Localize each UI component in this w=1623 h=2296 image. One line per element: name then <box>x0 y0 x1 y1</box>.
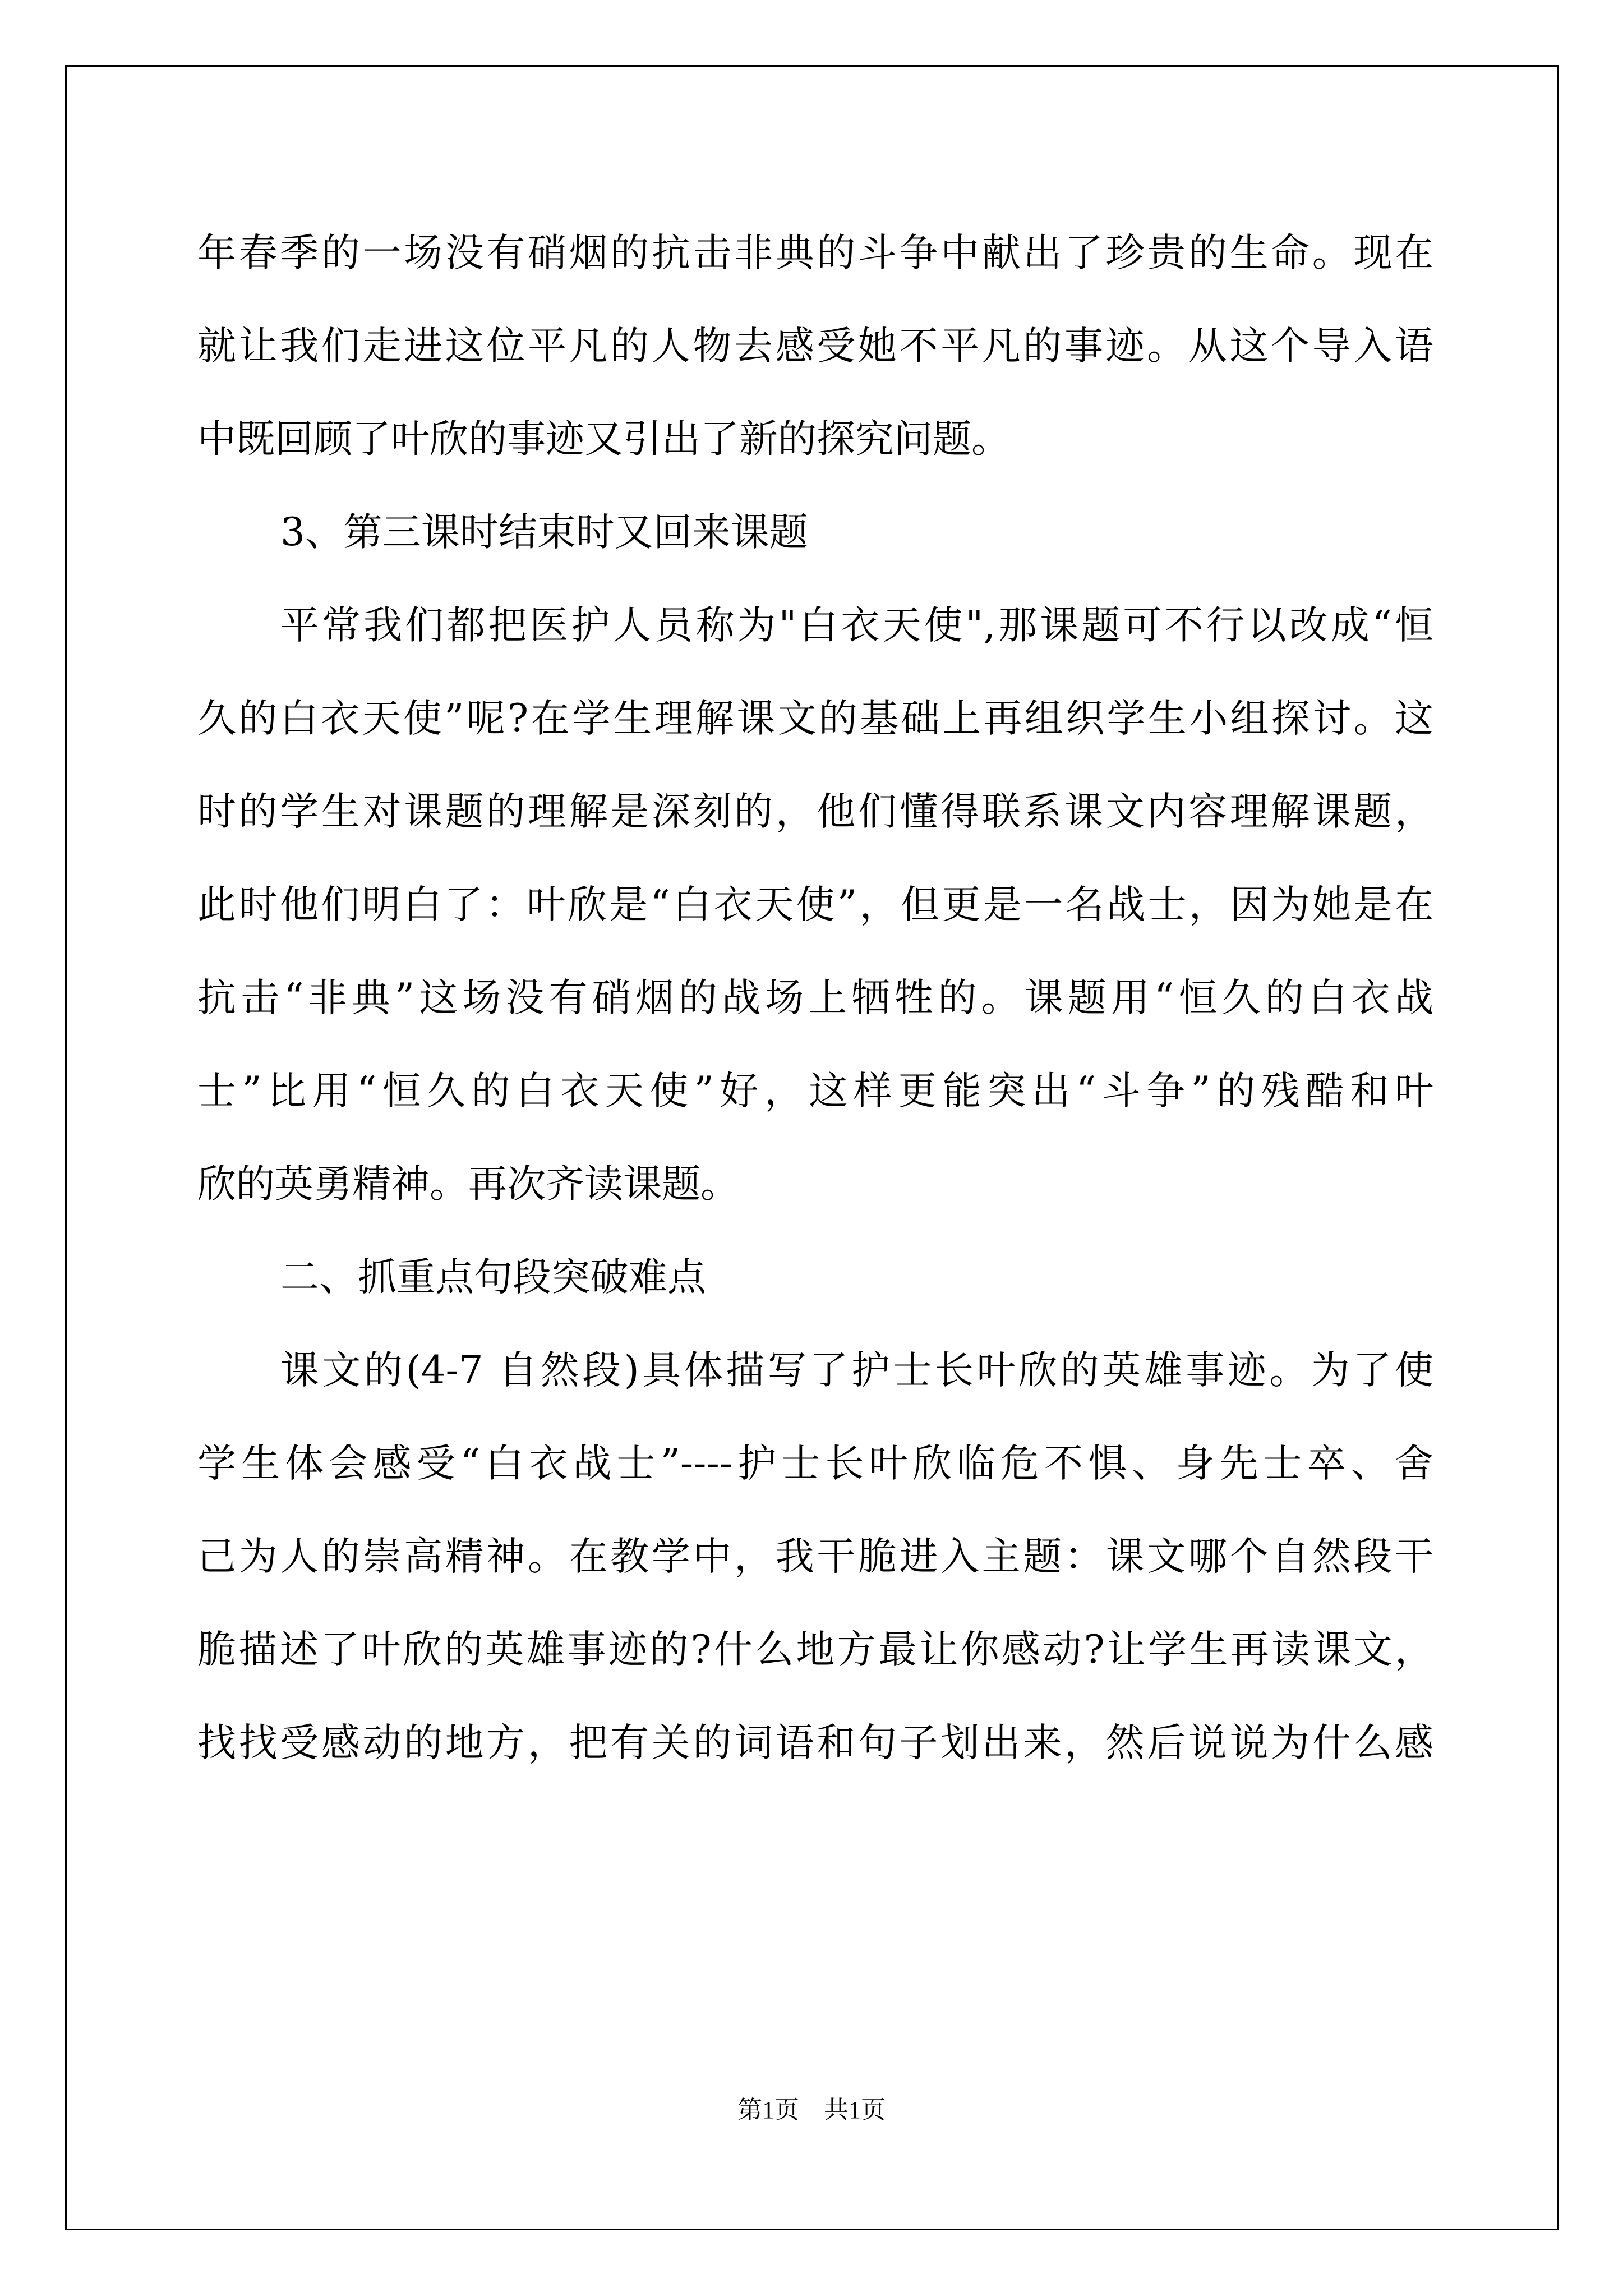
text-line: 欣的英勇精神。再次齐读课题。 <box>197 1162 739 1207</box>
text-line: 就让我们走进这位平凡的人物去感受她不平凡的事迹。从这个导入语 <box>197 324 1433 369</box>
text-line: 时的学生对课题的理解是深刻的，他们懂得联系课文内容理解课题， <box>197 789 1433 834</box>
paragraph-first-line: 课文的(4-7 自然段)具体描写了护士长叶欣的英雄事迹。为了使 <box>280 1348 1433 1393</box>
text-line: 此时他们明白了：叶欣是“白衣天使”，但更是一名战士，因为她是在 <box>197 882 1433 927</box>
text-line: 士”比用“恒久的白衣天使”好，这样更能突出“斗争”的残酷和叶 <box>197 1069 1433 1114</box>
text-line: 抗击“非典”这场没有硝烟的战场上牺牲的。课题用“恒久的白衣战 <box>197 976 1433 1020</box>
text-line: 己为人的崇高精神。在教学中，我干脆进入主题：课文哪个自然段干 <box>197 1534 1433 1579</box>
text-line: 年春季的一场没有硝烟的抗击非典的斗争中献出了珍贵的生命。现在 <box>197 231 1433 275</box>
text-line: 久的白衣天使”呢?在学生理解课文的基础上再组织学生小组探讨。这 <box>197 696 1433 741</box>
paragraph-first-line: 平常我们都把医护人员称为"白衣天使",那课题可不行以改成“恒 <box>280 603 1433 648</box>
text-line: 学生体会感受“白衣战士”----护士长叶欣临危不惧、身先士卒、舍 <box>197 1441 1433 1486</box>
text-line: 脆描述了叶欣的英雄事迹的?什么地方最让你感动?让学生再读课文， <box>197 1627 1433 1672</box>
page-footer: 第1页 共1页 <box>737 2096 886 2124</box>
text-line: 找找受感动的地方，把有关的词语和句子划出来，然后说说为什么感 <box>197 1720 1433 1765</box>
document-body <box>197 206 1433 1789</box>
section-heading: 3、第三课时结束时又回来课题 <box>280 510 808 555</box>
text-line: 中既回顾了叶欣的事迹又引出了新的探究问题。 <box>197 417 1010 462</box>
section-heading: 二、抓重点句段突破难点 <box>280 1255 706 1300</box>
